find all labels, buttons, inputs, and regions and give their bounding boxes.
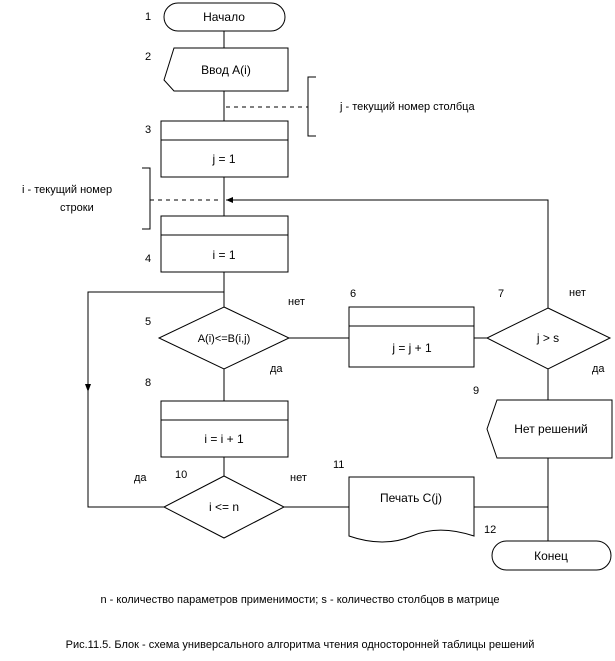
block-number: 12 (484, 524, 497, 536)
block-label: i <= n (208, 500, 240, 514)
block-number: 1 (145, 11, 152, 23)
block-number: 2 (145, 51, 152, 63)
comment-i-bracket (142, 168, 150, 229)
block-print (333, 459, 474, 542)
block-number: 8 (145, 377, 152, 389)
legend-text: n - количество параметров применимости; s - количество столбцов в матрице (100, 594, 500, 606)
block-input (145, 48, 288, 91)
edge-label-no: нет (569, 287, 586, 299)
block-label: j = 1 (212, 152, 236, 166)
block-set-j (145, 121, 288, 177)
block-check-i (134, 469, 307, 538)
block-label: i = i + 1 (204, 432, 244, 446)
edge-label-yes: да (270, 363, 283, 375)
block-number: 7 (498, 288, 505, 300)
block-number: 4 (145, 253, 152, 265)
comment-i-text-line2: строки (60, 202, 94, 214)
block-no-solution (473, 385, 612, 458)
process-shape (161, 216, 288, 272)
comment-j-text: j - текущий номер столбца (340, 101, 475, 113)
comment-i-text-line1: i - текущий номер (22, 184, 113, 196)
block-number: 6 (350, 288, 357, 300)
arrowhead-up (85, 384, 91, 392)
process-shape (349, 307, 474, 367)
process-shape (161, 401, 288, 457)
block-label: Печать C(j) (380, 491, 442, 505)
block-number: 10 (175, 469, 188, 481)
edge-label-no: нет (290, 472, 307, 484)
block-label: Нет решений (514, 422, 588, 436)
comment-j-bracket (308, 77, 316, 136)
block-label: j > s (536, 331, 560, 345)
block-inc-i (145, 377, 288, 457)
block-number: 11 (333, 459, 345, 471)
block-label: i = 1 (212, 248, 236, 262)
block-label: Начало (203, 10, 245, 24)
block-compare (145, 296, 305, 375)
block-label: Ввод А(i) (201, 63, 251, 77)
edge-label-no: нет (288, 296, 305, 308)
process-shape (161, 121, 288, 177)
block-label: j = j + 1 (392, 341, 432, 355)
figure-caption: Рис.11.5. Блок - схема универсального алгоритма чтения односторонней таблицы решений (65, 639, 535, 651)
block-number: 3 (145, 124, 152, 136)
block-number: 9 (473, 385, 480, 397)
connectors (85, 31, 548, 541)
block-label: Конец (534, 549, 568, 563)
edge-label-yes: да (592, 363, 605, 375)
block-start (145, 3, 285, 31)
block-number: 5 (145, 316, 152, 328)
block-set-i (145, 216, 288, 272)
document-shape (349, 477, 474, 542)
block-inc-j (349, 288, 474, 367)
block-label: A(i)<=B(i,j) (197, 333, 251, 345)
edge-label-yes: да (134, 472, 147, 484)
